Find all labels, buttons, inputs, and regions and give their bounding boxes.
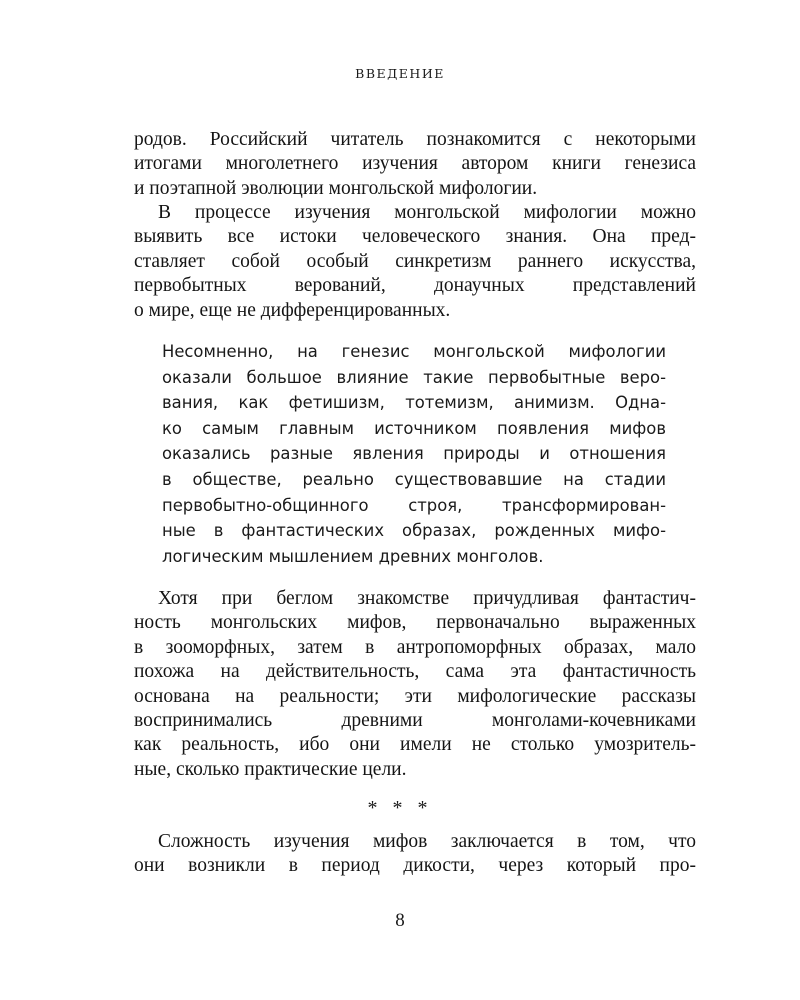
quote-line: оказали большое влияние такие первобытные веро- (162, 367, 666, 387)
text-line: как реальность, ибо они имели не столько умозритель- (134, 734, 696, 756)
quote-line: логическим мышлением древних монголов. (162, 546, 544, 566)
quote-line: оказались разные явления природы и отношения (162, 444, 666, 464)
text-line: похожа на действительность, сама эта фантастичность (134, 661, 696, 683)
quote-line: в обществе, реально существовавшие на стадии (162, 469, 666, 489)
paragraph-4 (134, 830, 696, 879)
quote-line: ко самым главным источником появления мифов (162, 418, 666, 438)
text-line: они возникли в период дикости, через который про- (134, 855, 696, 877)
text-line: родов. Российский читатель познакомится с некоторыми (134, 129, 696, 150)
quote-line: первобытно-общинного строя, трансформирован- (162, 495, 666, 515)
text-line: Хотя при беглом знакомстве причудливая фантастич- (158, 588, 696, 609)
paragraph-3 (134, 587, 696, 782)
quote-line: ные в фантастических образах, рожденных мифо- (162, 521, 666, 541)
quote-line: Несомненно, на генезис монгольской мифологии (162, 342, 666, 361)
text-line: воспринимались древними монголами-кочевниками (134, 709, 696, 731)
text-line: и поэтапной эволюции монгольской мифологии. (134, 177, 538, 199)
text-line: Сложность изучения мифов заключается в том, что (158, 831, 696, 852)
text-line: основана на реальности; эти мифологические рассказы (134, 685, 696, 707)
quote-line: вания, как фетишизм, тотемизм, анимизм. Одна- (162, 393, 666, 413)
running-header: ВВЕДЕНИЕ (355, 66, 445, 81)
text-line: ность монгольских мифов, первоначально выраженных (134, 612, 696, 634)
text-line: первобытных верований, донаучных представлений (134, 275, 696, 297)
text-line: ставляет собой особый синкретизм раннего искусства, (134, 250, 696, 272)
paragraph-1 (134, 128, 696, 201)
text-line: выявить все истоки человеческого знания. Она пред- (134, 226, 696, 248)
text-line: В процессе изучения монгольской мифологии можно (158, 202, 696, 223)
section-separator: * * * (367, 797, 433, 819)
text-line: в зооморфных, затем в антропоморфных образах, мало (134, 636, 696, 658)
page-number: 8 (395, 910, 405, 931)
text-line: ные, сколько практические цели. (134, 758, 407, 780)
text-line: итогами многолетнего изучения автором книги генезиса (134, 153, 696, 175)
text-line: о мире, еще не дифференцированных. (134, 299, 451, 321)
block-quote (162, 339, 666, 569)
paragraph-2 (134, 201, 696, 323)
